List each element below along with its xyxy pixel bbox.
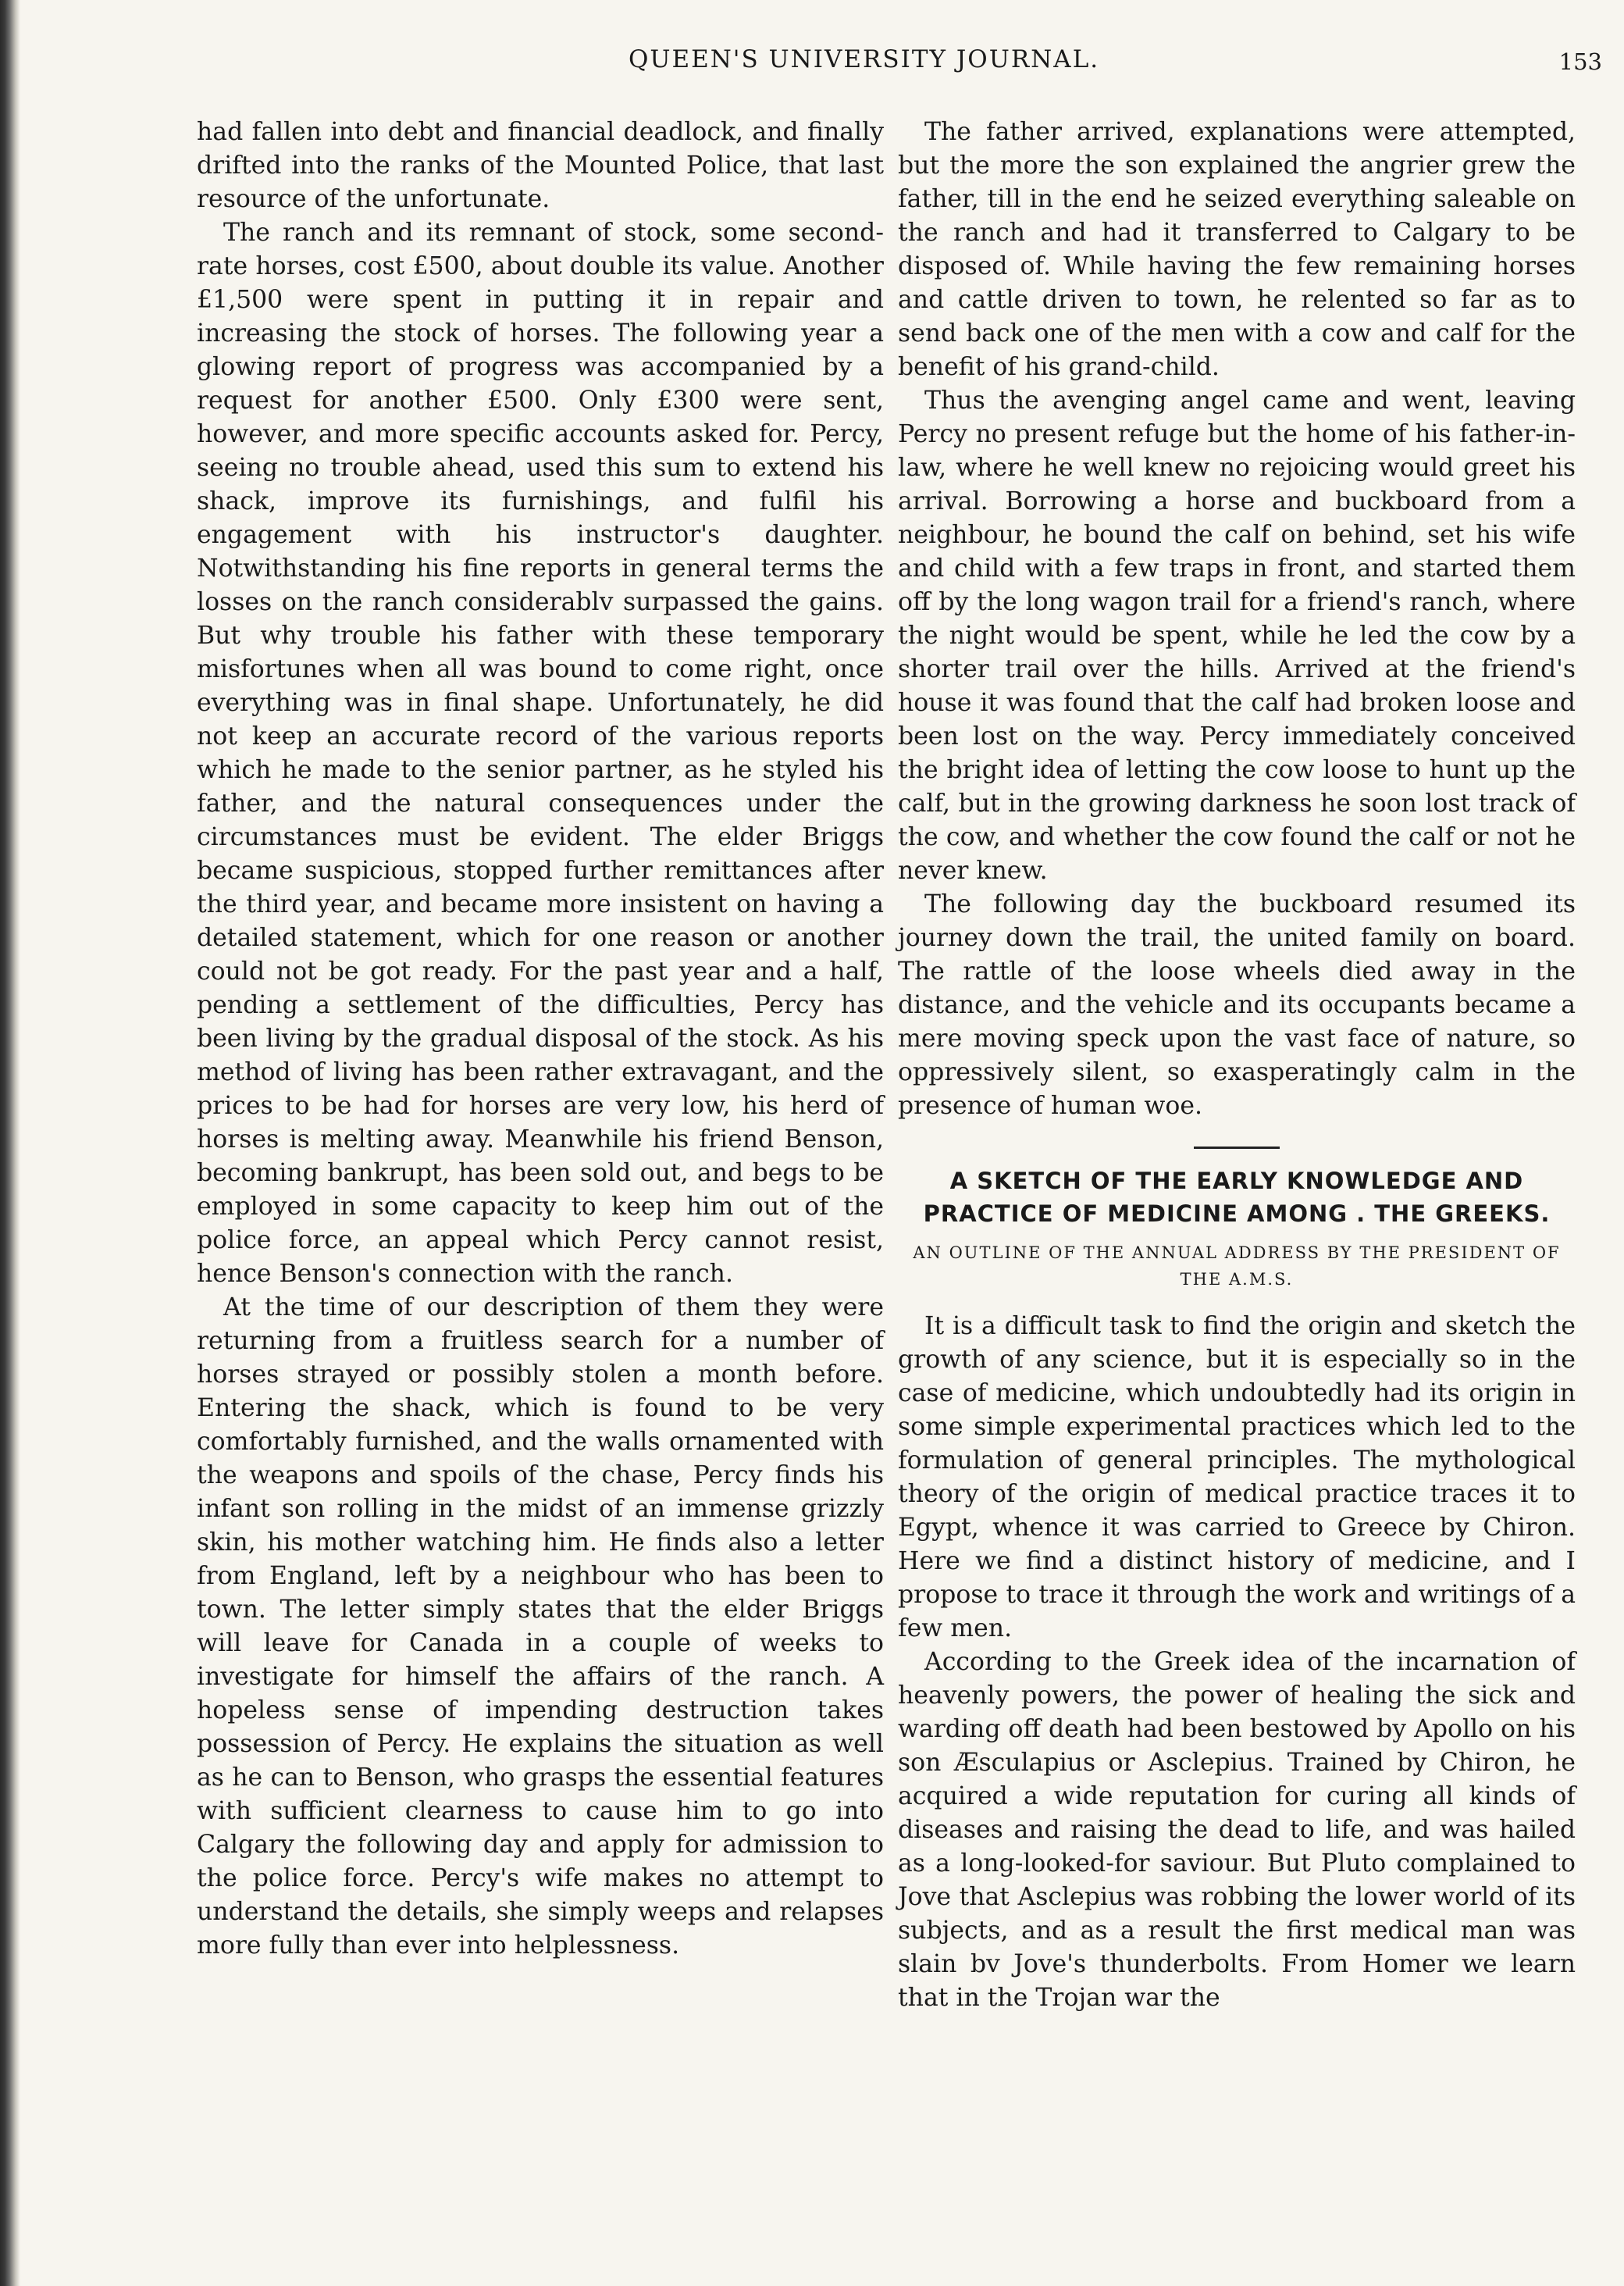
article-paragraph: According to the Greek idea of the incarnation of heavenly powers, the power of healing the sick and warding off death had been bestowed by Apollo on his son Æsculapius or Asclepius. Trained by Chiron, he acquired a wide reputation for curing all kinds of diseases and raising the dead to life, and was hailed as a long-looked-for saviour. But Pluto complained to Jove that Asclepius was robbing the lower world of its subjects, and as a result the first medical man was slain bv Jove's thunderbolts. From Homer we learn that in the Trojan war the bbox=[898, 1648, 1576, 2012]
paragraph: The ranch and its remnant of stock, some second-rate horses, cost £500, about double its value. Another £1,500 were spent in putting it in repair and increasing the stock of horses. The following year a glowing report of progress was accompanied by a request for another £500. Only £300 were sent, however, and more specific accounts asked for. Percy, seeing no trouble ahead, used this sum to extend his shack, improve its furnishings, and fulfil his engagement with his instructor's daughter. Notwithstanding his fine reports in general terms the losses on the ranch considerablv surpassed the gains. But why trouble his father with these temporary misfortunes when all was bound to come right, once everything was in final shape. Unfortunately, he did not keep an accurate record of the various reports which he made to the senior partner, as he styled his father, and the natural consequences under the circumstances must be evident. The elder Briggs became suspicious, stopped further remittances after the third year, and became more insistent on having a detailed statement, which for one reason or another could not be got ready. For the past year and a half, pending a settlement of the difficulties, Percy has been living by the gradual disposal of the stock. As his method of living has been rather extravagant, and the prices to be had for horses are very low, his herd of horses is melting away. Meanwhile his friend Benson, becoming bankrupt, has been sold out, and begs to be employed in some capacity to keep him out of the police force, an appeal which Percy cannot resist, hence Benson's connection with the ranch. bbox=[197, 219, 884, 1288]
right-column bbox=[898, 116, 1576, 2015]
paragraph: Thus the avenging angel came and went, leaving Percy no present refuge but the home of his father-in-law, where he well knew no rejoicing would greet his arrival. Borrowing a horse and buckboard from a neighbour, he bound the calf on behind, set his wife and child with a few traps in front, and started them off by the long wagon trail for a friend's ranch, where the night would be spent, while he led the cow by a shorter trail over the hills. Arrived at the friend's house it was found that the calf had broken loose and been lost on the way. Percy immediately conceived the bright idea of letting the cow loose to hunt up the calf, but in the growing darkness he soon lost track of the cow, and whether the cow found the calf or not he never knew. bbox=[898, 387, 1576, 885]
article-subtitle: AN OUTLINE OF THE ANNUAL ADDRESS BY THE PRESIDENT OF THE A.M.S. bbox=[913, 1243, 1561, 1289]
running-title: QUEEN'S UNIVERSITY JOURNAL. bbox=[629, 45, 1100, 73]
paragraph: At the time of our description of them they were returning from a fruitless search for a number of horses strayed or possibly stolen a month before. Entering the shack, which is found to be very comfortably furnished, and the walls ornamented with the weapons and spoils of the chase, Percy finds his infant son rolling in the midst of an immense grizzly skin, his mother watching him. He finds also a letter from England, left by a neighbour who has been to town. The letter simply states that the elder Briggs will leave for Canada in a couple of weeks to investigate for himself the affairs of the ranch. A hopeless sense of impending destruction takes possession of Percy. He explains the situation as well as he can to Benson, who grasps the essential features with sufficient clearness to cause him to go into Calgary the following day and apply for admission to the police force. Percy's wife makes no attempt to understand the details, she simply weeps and relapses more fully than ever into helplessness. bbox=[197, 1293, 884, 1960]
page-number: 153 bbox=[1558, 48, 1602, 75]
paragraph: had fallen into debt and financial deadlock, and finally drifted into the ranks of the Mounted Police, that last resource of the unfortunate. bbox=[197, 118, 884, 213]
paragraph: The following day the buckboard resumed its journey down the trail, the united family on board. The rattle of the loose wheels died away in the distance, and the vehicle and its occupants became a mere moving speck upon the vast face of nature, so oppressively silent, so exasperatingly calm in the presence of human woe. bbox=[898, 890, 1576, 1120]
left-column bbox=[197, 116, 884, 1963]
article-paragraph: It is a difficult task to find the origin and sketch the growth of any science, but it is especially so in the case of medicine, which undoubtedly had its origin in some simple experimental practices which led to the formulation of general principles. The mythological theory of the origin of medical practice traces it to Egypt, whence it was carried to Greece by Chiron. Here we find a distinct history of medicine, and I propose to trace it through the work and writings of a few men. bbox=[898, 1312, 1576, 1642]
article-title: A SKETCH OF THE EARLY KNOWLEDGE AND PRACTICE OF MEDICINE AMONG . THE GREEKS. bbox=[923, 1168, 1551, 1227]
section-divider bbox=[1194, 1147, 1280, 1149]
page-header bbox=[0, 41, 1624, 87]
page-binding-edge bbox=[0, 0, 20, 2286]
paragraph: The father arrived, explanations were attempted, but the more the son explained the angrier grew the father, till in the end he seized everything saleable on the ranch and had it transferred to Calgary to be disposed of. While having the few remaining horses and cattle driven to town, he relented so far as to send back one of the men with a cow and calf for the benefit of his grand-child. bbox=[898, 118, 1576, 381]
